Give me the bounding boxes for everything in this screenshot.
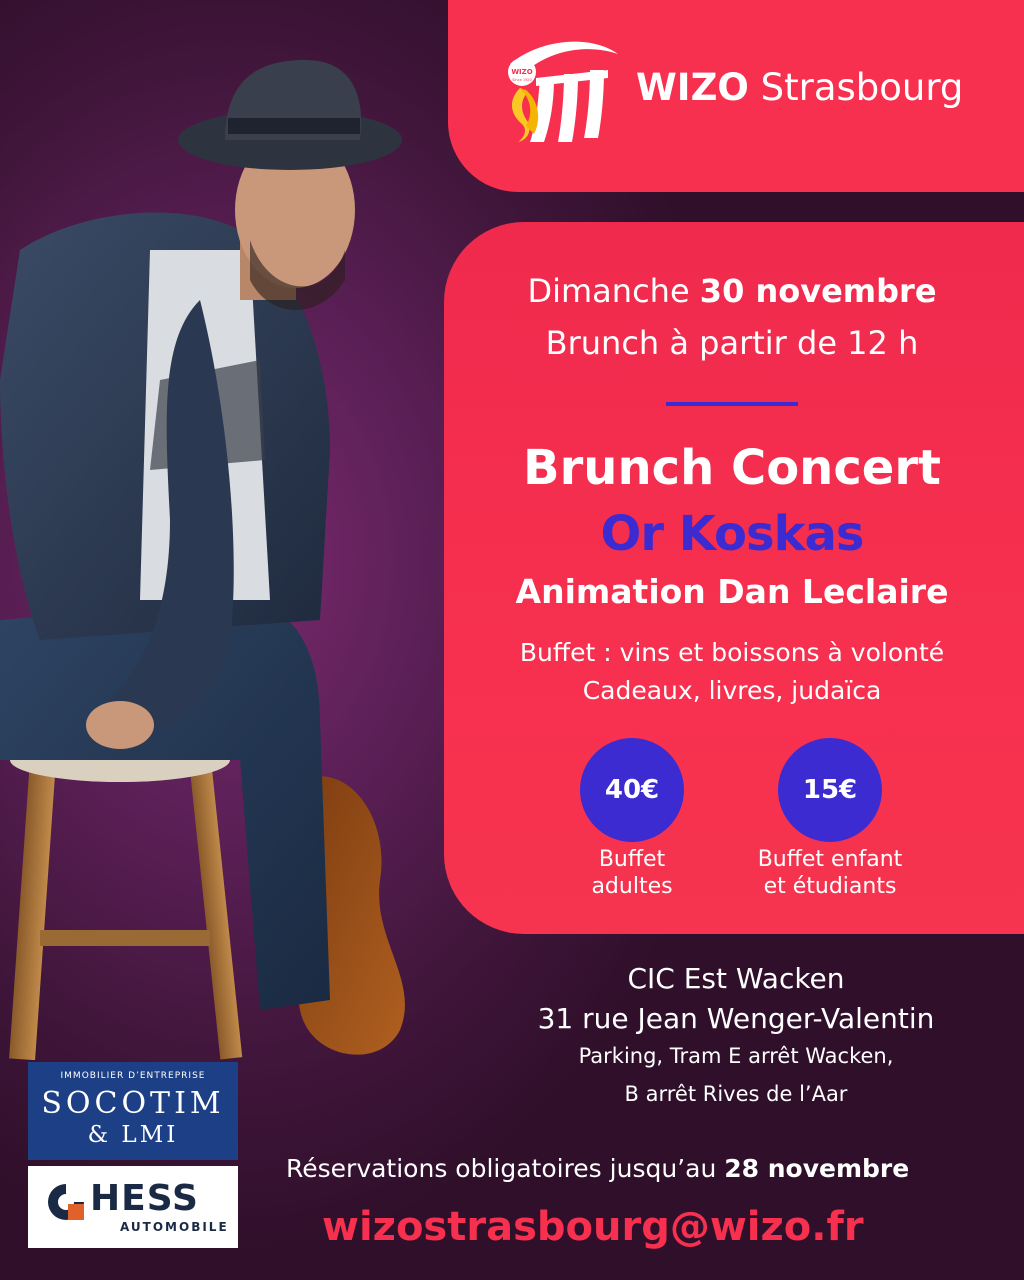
event-title: Brunch Concert	[523, 440, 941, 496]
socotim-tagline: IMMOBILIER D’ENTREPRISE	[60, 1071, 206, 1081]
price-badge-child: 15€	[778, 738, 882, 842]
price-label-child	[730, 846, 930, 900]
event-date	[444, 272, 1020, 310]
contact-email-link[interactable]: wizostrasbourg@wizo.fr	[322, 1204, 864, 1250]
price-label-adult-line1: Buffet	[598, 847, 666, 872]
event-date-day: Dimanche	[527, 272, 690, 310]
reservation-deadline: 28 novembre	[724, 1154, 910, 1183]
sponsor-socotim-logo	[28, 1062, 238, 1160]
hess-name: HESS	[90, 1178, 199, 1219]
gifts-description: Cadeaux, livres, judaïca	[582, 676, 882, 705]
brand-bold: WIZO	[636, 66, 749, 109]
reservation-prefix: Réservations obligatoires jusqu’au	[286, 1154, 717, 1183]
venue-address: 31 rue Jean Wenger-Valentin	[537, 1002, 935, 1035]
event-date-bold: 30 novembre	[699, 272, 937, 310]
socotim-sub: & LMI	[87, 1122, 179, 1148]
sponsor-hess-logo	[28, 1166, 238, 1248]
logo-badge-text: WIZO	[511, 68, 533, 76]
price-label-child-line1: Buffet enfant	[757, 847, 903, 872]
reservation-notice	[286, 1154, 986, 1183]
price-label-adult-line2: adultes	[591, 874, 673, 899]
buffet-description: Buffet : vins et boissons à volonté	[519, 638, 945, 667]
animation-credit: Animation Dan Leclaire	[515, 572, 949, 611]
price-label-adult	[552, 846, 712, 900]
venue-parking: Parking, Tram E arrêt Wacken,	[578, 1044, 894, 1068]
hess-sub: AUTOMOBILE	[120, 1220, 229, 1234]
event-time: Brunch à partir de 12 h	[545, 324, 919, 362]
logo-badge-since: Since 1920	[512, 78, 532, 82]
hess-mark-icon	[46, 1182, 86, 1222]
socotim-name: SOCOTIM	[41, 1086, 225, 1121]
brand-city: Strasbourg	[760, 66, 964, 109]
wizo-logo-icon	[500, 34, 622, 144]
performer-photo	[0, 0, 520, 1060]
venue-name: CIC Est Wacken	[627, 962, 845, 995]
artist-name: Or Koskas	[600, 506, 864, 562]
venue-stops: B arrêt Rives de l’Aar	[624, 1082, 848, 1106]
price-label-child-line2: et étudiants	[763, 874, 897, 899]
brand-title	[636, 66, 963, 109]
divider-line	[666, 402, 798, 406]
price-badge-adult: 40€	[580, 738, 684, 842]
